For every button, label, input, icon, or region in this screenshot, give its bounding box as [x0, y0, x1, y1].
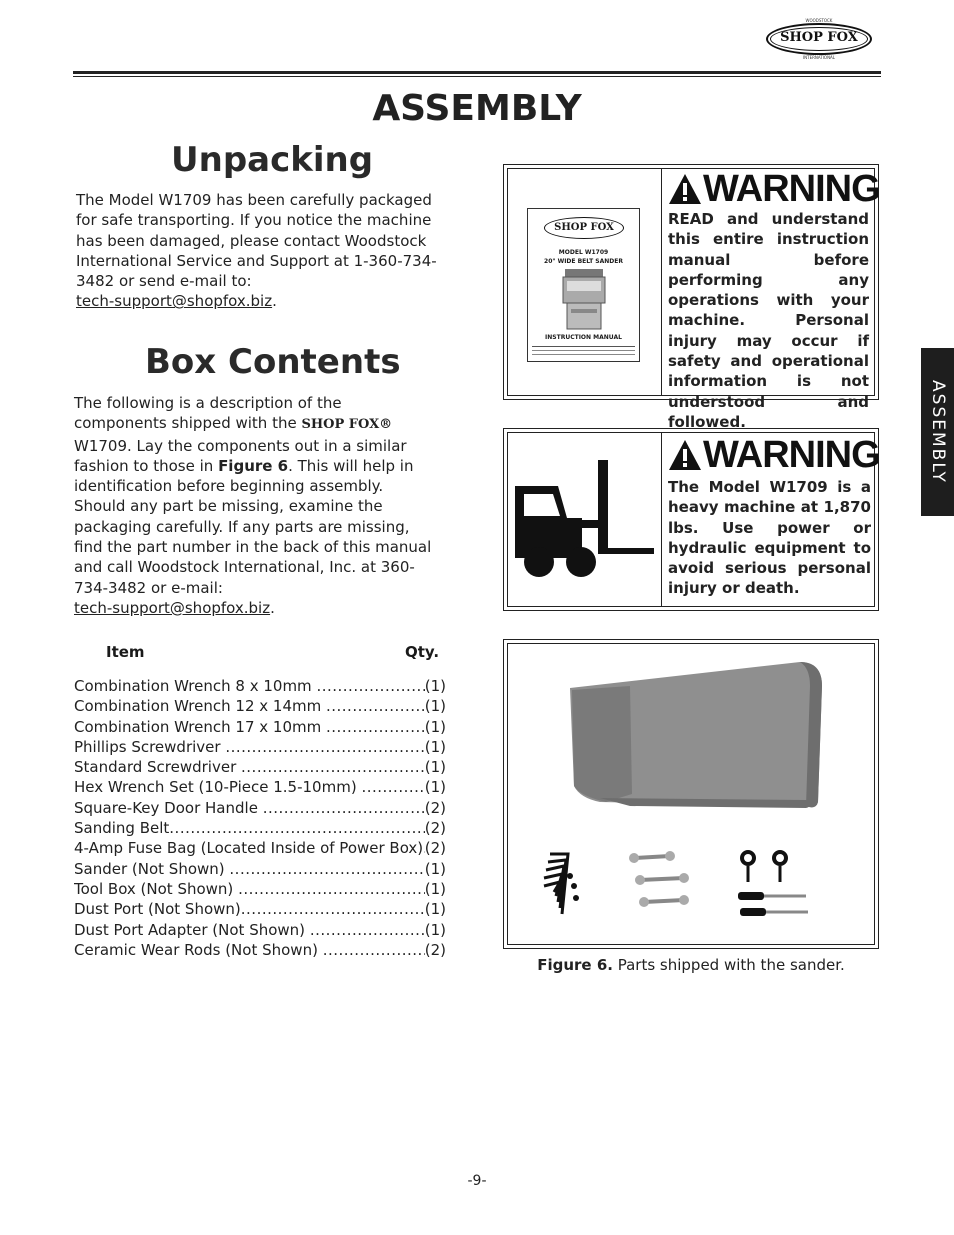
- item-name: Sander (Not Shown): [74, 859, 230, 878]
- box-contents-line: packaging carefully. If any parts are missing,: [74, 517, 410, 536]
- box-contents-paragraph: [74, 393, 448, 618]
- item-name: 4-Amp Fuse Bag (Located Inside of Power Box): [74, 839, 424, 858]
- forklift-icon: [512, 458, 657, 583]
- unpacking-line: 3482 or send e-mail to:: [76, 272, 252, 291]
- item-qty: (2): [424, 798, 446, 817]
- item-name: Square-Key Door Handle: [74, 798, 263, 817]
- manual-product: 20" WIDE BELT SANDER: [544, 258, 623, 265]
- item-name: Hex Wrench Set (10-Piece 1.5-10mm): [74, 778, 362, 797]
- box-contents-line: components shipped with the SHOP FOX®: [74, 414, 393, 433]
- item-row: [74, 737, 446, 757]
- item-leader-dots: [241, 899, 425, 919]
- item-qty: (1): [424, 920, 446, 939]
- item-name: Combination Wrench 8 x 10mm: [74, 677, 317, 695]
- item-name: Tool Box (Not Shown): [74, 879, 239, 898]
- manual-model: MODEL W1709: [558, 249, 609, 256]
- item-leader-dots: [326, 717, 425, 737]
- warning-text-heavy-machine: The Model W1709 is a heavy machine at 1,870 lbs. Use power or hydraulic equipment to avoid serious personal injury or death.: [668, 478, 871, 598]
- section-side-tab: [921, 348, 954, 516]
- item-row: [74, 859, 446, 879]
- warning-title: WARNING: [703, 434, 880, 476]
- logo-bottom-text: INTERNATIONAL: [802, 55, 836, 60]
- item-name: Phillips Screwdriver: [74, 737, 226, 756]
- unpacking-email-line: tech-support@shopfox.biz.: [76, 292, 277, 311]
- item-qty: (1): [424, 879, 446, 898]
- instruction-manual-image: [527, 208, 640, 362]
- item-leader-dots: [361, 777, 424, 797]
- shop-fox-brand-inline: SHOP FOX®: [301, 417, 393, 433]
- unpacking-heading: Unpacking: [171, 140, 374, 180]
- figure-label: Figure 6.: [537, 956, 613, 974]
- item-row: [74, 676, 446, 696]
- logo-brand-name: SHOP FOX: [780, 30, 858, 45]
- item-row: [74, 940, 446, 960]
- unpacking-line: International Service and Support at 1-360-734-: [76, 251, 437, 270]
- item-row: [74, 920, 446, 940]
- page-title: ASSEMBLY: [372, 88, 582, 129]
- item-row: [74, 798, 446, 818]
- warning-triangle-icon: [667, 172, 703, 206]
- item-qty: (2): [424, 940, 446, 959]
- box-contents-line: and call Woodstock International, Inc. at 360-: [74, 558, 415, 577]
- item-row: [74, 838, 446, 858]
- unpacking-email-link[interactable]: tech-support@shopfox.biz: [76, 292, 273, 311]
- unpacking-paragraph: [76, 190, 450, 312]
- item-name: Ceramic Wear Rods (Not Shown): [74, 940, 323, 959]
- figure-caption-text: Parts shipped with the sander.: [612, 956, 845, 974]
- item-qty: (2): [424, 839, 446, 858]
- item-qty: (1): [424, 778, 446, 797]
- warning-triangle-icon: [667, 438, 703, 472]
- manual-label: INSTRUCTION MANUAL: [545, 334, 622, 341]
- item-name: Sanding Belt: [74, 819, 170, 838]
- items-column-qty: Qty.: [405, 643, 440, 661]
- unpacking-line: The Model W1709 has been carefully packaged: [76, 191, 432, 209]
- warning-title: WARNING: [703, 168, 880, 210]
- figure-6-caption: [503, 956, 879, 974]
- item-leader-dots: [326, 696, 425, 716]
- item-row: [74, 879, 446, 899]
- item-leader-dots: [263, 798, 425, 818]
- item-leader-dots: [241, 757, 425, 777]
- item-leader-dots: [323, 940, 425, 960]
- header-rule: [73, 71, 881, 77]
- side-tab-label: ASSEMBLY: [927, 380, 948, 484]
- warning-text-read-manual: READ and understand this entire instruction manual before performing any operations with your machine. Personal injury may occur if safety and operational information is not understood and followed.: [668, 210, 869, 431]
- warning-header: [667, 170, 880, 208]
- item-qty: (1): [424, 859, 446, 878]
- item-leader-dots: [169, 818, 424, 838]
- manual-fine-print: [532, 346, 635, 358]
- box-contents-email-line: tech-support@shopfox.biz.: [74, 598, 275, 617]
- item-row: [74, 757, 446, 777]
- unpacking-line: for safe transporting. If you notice the machine: [76, 211, 432, 230]
- item-leader-dots: [310, 920, 425, 940]
- manual-logo: SHOP FOX: [544, 217, 624, 239]
- item-row: [74, 777, 446, 797]
- item-row: [74, 717, 446, 737]
- item-leader-dots: [238, 879, 425, 899]
- manual-machine-illustration: [561, 267, 607, 331]
- warning-header: [667, 436, 880, 474]
- item-qty: (2): [424, 819, 446, 838]
- box-contents-line: The following is a description of the: [74, 394, 342, 412]
- item-name: Combination Wrench 17 x 10mm: [74, 717, 326, 736]
- item-row: [74, 899, 446, 919]
- box-contents-line: identification before beginning assembly.: [74, 477, 384, 496]
- item-row: [74, 696, 446, 716]
- item-qty: (1): [424, 717, 446, 736]
- item-qty: (1): [424, 900, 446, 919]
- item-qty: (1): [424, 677, 446, 695]
- box-contents-line: Should any part be missing, examine the: [74, 497, 383, 516]
- unpacking-line: has been damaged, please contact Woodstock: [76, 231, 427, 250]
- item-name: Combination Wrench 12 x 14mm: [74, 697, 326, 716]
- item-leader-dots: [225, 737, 424, 757]
- box-contents-line: 734-3482 or e-mail:: [74, 578, 223, 597]
- box-contents-line: find the part number in the back of this manual: [74, 538, 432, 557]
- box-contents-heading: Box Contents: [145, 342, 401, 382]
- item-qty: (1): [424, 737, 446, 756]
- box-contents-email-link[interactable]: tech-support@shopfox.biz: [74, 598, 271, 617]
- box-contents-line: fashion to those in Figure 6. This will help in: [74, 456, 414, 475]
- figure-reference: Figure 6: [218, 456, 289, 475]
- item-leader-dots: [316, 676, 424, 696]
- item-name: Dust Port (Not Shown): [74, 900, 241, 919]
- page-number: -9-: [467, 1173, 487, 1189]
- item-name: Standard Screwdriver: [74, 758, 242, 777]
- logo-top-text: WOODSTOCK: [805, 18, 833, 23]
- item-row: [74, 818, 446, 838]
- items-column-item: Item: [106, 643, 145, 661]
- items-list: [74, 676, 446, 960]
- shop-fox-logo: [766, 17, 872, 61]
- item-name: Dust Port Adapter (Not Shown): [74, 920, 310, 939]
- item-qty: (1): [424, 697, 446, 716]
- box-contents-line: W1709. Lay the components out in a similar: [74, 436, 407, 455]
- parts-photo: [510, 646, 872, 942]
- item-qty: (1): [424, 758, 446, 777]
- item-leader-dots: [229, 859, 424, 879]
